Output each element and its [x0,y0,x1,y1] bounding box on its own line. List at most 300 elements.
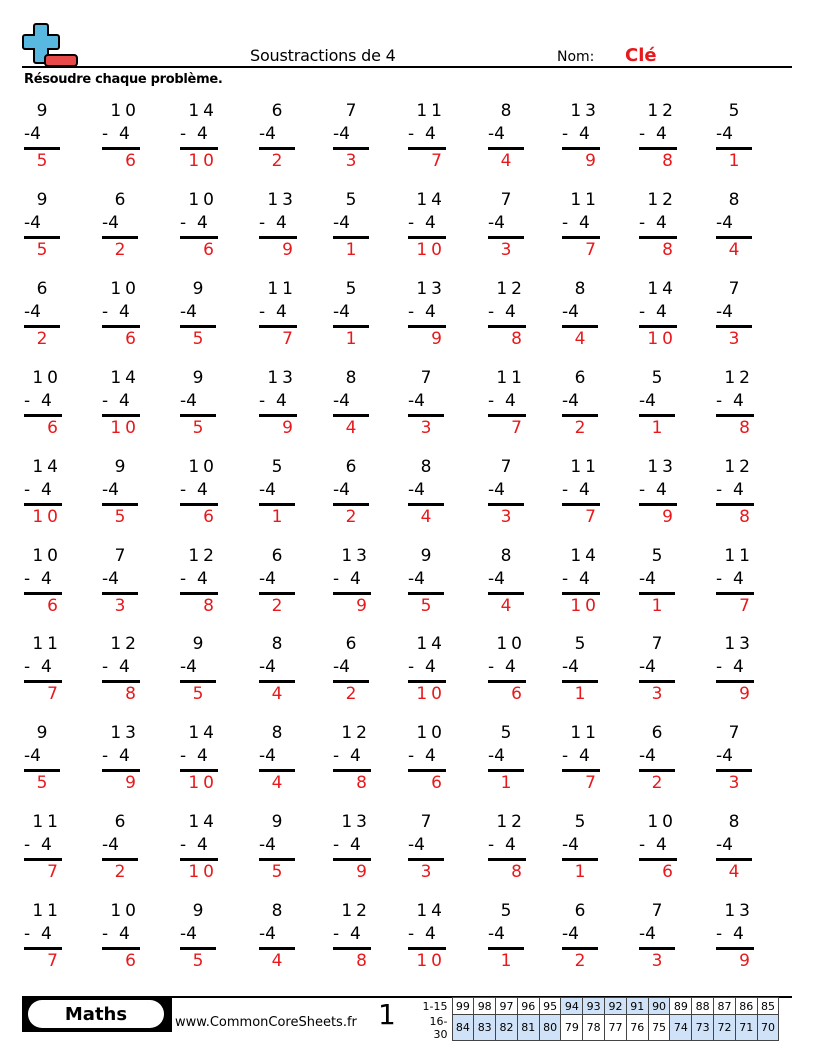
subtrahend: - 4 [639,302,667,322]
answer: 4 [345,418,357,438]
minuend: 12 [341,901,371,921]
answer: 3 [728,773,740,793]
answer: 8 [511,862,526,882]
subtrahend: -4 [562,924,579,944]
subtrahend: -4 [639,569,656,589]
minuend: 10 [188,190,218,210]
answer: 4 [728,240,740,260]
problem [333,722,371,795]
problem [102,456,138,529]
minuend: 12 [647,101,677,121]
answer: 10 [416,951,446,971]
subtrahend: -4 [408,835,425,855]
subtrahend: - 4 [180,569,208,589]
answer: 7 [585,773,600,793]
problem [259,545,295,618]
subtrahend: -4 [639,746,656,766]
minuend: 9 [36,101,48,121]
problem [488,633,526,706]
answer: 5 [36,240,48,260]
subtrahend: -4 [333,391,350,411]
answer: 2 [36,329,48,349]
problem [639,100,677,173]
answer: 8 [739,418,754,438]
problem [102,811,138,884]
score-cell: 98 [474,998,496,1015]
minuend: 9 [420,546,432,566]
problem [259,722,295,795]
answer: 7 [47,951,62,971]
minuend: 10 [110,279,140,299]
minuend: 10 [32,546,62,566]
minuend: 8 [420,457,432,477]
minuend: 11 [416,101,446,121]
minuend: 13 [341,812,371,832]
minuend: 12 [496,279,526,299]
score-cell: 70 [757,1015,779,1041]
answer: 6 [125,329,140,349]
minuend: 12 [496,812,526,832]
answer: 7 [47,862,62,882]
minuend: 7 [500,457,512,477]
answer: 1 [345,329,357,349]
answer: 9 [585,151,600,171]
answer: 9 [356,596,371,616]
minuend: 5 [345,190,357,210]
score-cell: 95 [539,998,561,1015]
problem [259,100,295,173]
problem [259,456,295,529]
problem [562,367,598,440]
subtrahend: -4 [639,924,656,944]
answer: 2 [271,151,283,171]
answer: 3 [345,151,357,171]
subtrahend: -4 [488,480,505,500]
subtrahend: -4 [333,480,350,500]
minuend: 5 [500,901,512,921]
minuend: 11 [32,901,62,921]
minuend: 10 [188,457,218,477]
subtrahend: - 4 [716,569,744,589]
problem [716,456,754,529]
minuend: 9 [36,190,48,210]
answer: 10 [647,329,677,349]
minuend: 11 [496,368,526,388]
minuend: 8 [728,812,740,832]
minuend: 14 [188,812,218,832]
problem [333,456,369,529]
problem [639,722,675,795]
answer: 7 [739,596,754,616]
minuend: 6 [271,101,283,121]
score-cell: 78 [583,1015,605,1041]
problem [102,100,140,173]
subtrahend: - 4 [333,569,361,589]
answer: 2 [651,773,663,793]
problem [488,456,524,529]
subtrahend: -4 [488,213,505,233]
minuend: 13 [724,634,754,654]
plus-minus-logo-icon [22,22,80,68]
minuend: 6 [271,546,283,566]
minuend: 8 [271,901,283,921]
minuend: 7 [420,368,432,388]
answer: 7 [585,507,600,527]
minuend: 10 [110,101,140,121]
minuend: 9 [192,634,204,654]
answer: 1 [728,151,740,171]
answer: 6 [662,862,677,882]
problem [180,100,218,173]
subtrahend: - 4 [180,213,208,233]
score-row-label: 1-15 [422,999,448,1013]
subtrahend: -4 [488,924,505,944]
subtrahend: -4 [259,124,276,144]
subtrahend: -4 [333,657,350,677]
subtrahend: - 4 [488,657,516,677]
problem [639,811,677,884]
score-cell: 91 [626,998,648,1015]
answer: 2 [574,951,586,971]
minuend: 5 [651,368,663,388]
answer: 9 [662,507,677,527]
minuend: 5 [271,457,283,477]
subtrahend: - 4 [24,835,52,855]
minuend: 7 [651,634,663,654]
answer: 10 [416,684,446,704]
score-cell: 81 [517,1015,539,1041]
problem [102,278,140,351]
subtrahend: -4 [488,124,505,144]
instructions: Résoudre chaque problème. [24,72,223,87]
subtrahend: - 4 [180,480,208,500]
website-link[interactable]: www.CommonCoreSheets.fr [175,1015,357,1030]
score-row [416,1015,779,1041]
minuend: 13 [110,723,140,743]
minuend: 12 [188,546,218,566]
subtrahend: -4 [639,657,656,677]
subtrahend: -4 [24,124,41,144]
answer: 4 [574,329,586,349]
subtrahend: -4 [562,657,579,677]
subtrahend: - 4 [259,213,287,233]
minuend: 5 [574,812,586,832]
minuend: 8 [728,190,740,210]
answer: 2 [114,862,126,882]
problem [24,811,62,884]
problem [333,811,371,884]
answer: 9 [282,418,297,438]
answer: 6 [47,596,62,616]
subtrahend: - 4 [333,924,361,944]
minuend: 10 [416,723,446,743]
problem [716,722,752,795]
problem [24,278,60,351]
subtrahend: - 4 [102,657,130,677]
answer: 9 [282,240,297,260]
problem [562,189,600,262]
subtrahend: -4 [716,746,733,766]
minuend: 7 [345,101,357,121]
minuend: 6 [114,190,126,210]
subtrahend: -4 [562,835,579,855]
minuend: 10 [110,901,140,921]
problem [408,456,444,529]
problem [408,278,446,351]
problem [180,456,218,529]
subtrahend: -4 [408,391,425,411]
problem [180,278,216,351]
score-cell: 92 [605,998,627,1015]
problem [180,633,216,706]
score-cell: 94 [561,998,583,1015]
subtrahend: -4 [259,480,276,500]
answer: 8 [739,507,754,527]
subtrahend: - 4 [716,391,744,411]
problem [333,545,371,618]
problem [488,278,526,351]
subtrahend: -4 [562,302,579,322]
minuend: 8 [345,368,357,388]
problem [716,811,752,884]
minuend: 13 [416,279,446,299]
problem [333,633,369,706]
answer: 2 [345,684,357,704]
minuend: 9 [36,723,48,743]
subtrahend: - 4 [408,213,436,233]
answer: 1 [651,596,663,616]
score-cell: 76 [626,1015,648,1041]
score-cell: 77 [605,1015,627,1041]
subtrahend: -4 [333,302,350,322]
score-cell: 89 [670,998,692,1015]
subtrahend: -4 [408,569,425,589]
problem [562,100,600,173]
answer: 1 [271,507,283,527]
subtrahend: - 4 [180,746,208,766]
problem [488,900,524,973]
problem [639,456,677,529]
answer: 5 [36,151,48,171]
subtrahend: - 4 [408,746,436,766]
minuend: 6 [114,812,126,832]
answer: 10 [110,418,140,438]
answer: 8 [203,596,218,616]
answer: 2 [271,596,283,616]
problem [180,189,218,262]
score-cell: 72 [714,1015,736,1041]
answer: 2 [574,418,586,438]
subtrahend: -4 [180,391,197,411]
subtrahend: -4 [639,391,656,411]
answer: 1 [500,773,512,793]
problem [562,545,600,618]
problem [333,189,369,262]
answer: 4 [271,951,283,971]
problem [562,633,598,706]
score-cell: 79 [561,1015,583,1041]
minuend: 12 [724,368,754,388]
problem [408,545,444,618]
answer: 8 [662,151,677,171]
subtrahend: - 4 [639,213,667,233]
subtrahend: -4 [716,835,733,855]
problem [639,545,675,618]
minuend: 8 [271,634,283,654]
problem [639,189,677,262]
answer: 9 [356,862,371,882]
problem [333,278,369,351]
minuend: 13 [341,546,371,566]
minuend: 9 [271,812,283,832]
subtrahend: - 4 [102,391,130,411]
minuend: 12 [110,634,140,654]
problem [24,100,60,173]
subtrahend: -4 [102,569,119,589]
answer: 4 [500,596,512,616]
subtrahend: - 4 [102,124,130,144]
score-cell: 74 [670,1015,692,1041]
minuend: 6 [345,457,357,477]
subtrahend: - 4 [102,924,130,944]
minuend: 6 [574,901,586,921]
minuend: 11 [267,279,297,299]
minuend: 5 [574,634,586,654]
subtrahend: - 4 [488,391,516,411]
logo [22,22,80,68]
problem [259,189,297,262]
minuend: 14 [647,279,677,299]
problem [102,633,140,706]
answer: 4 [420,507,432,527]
answer: 3 [728,329,740,349]
score-cell: 96 [517,998,539,1015]
score-row-label: 16-30 [429,1014,448,1041]
name-value: Clé [625,45,657,66]
minuend: 12 [724,457,754,477]
problem [408,811,444,884]
problem [488,545,524,618]
subtrahend: -4 [180,302,197,322]
minuend: 8 [500,546,512,566]
minuend: 14 [416,901,446,921]
subtrahend: - 4 [408,657,436,677]
subtrahend: -4 [24,213,41,233]
score-cell: 90 [648,998,670,1015]
answer: 8 [356,951,371,971]
subtrahend: - 4 [639,480,667,500]
subtrahend: -4 [408,480,425,500]
minuend: 13 [570,101,600,121]
problem [180,900,216,973]
minuend: 14 [32,457,62,477]
minuend: 14 [416,634,446,654]
score-cell: 88 [692,998,714,1015]
answer: 3 [114,596,126,616]
subtrahend: -4 [259,569,276,589]
minuend: 9 [192,901,204,921]
answer: 7 [431,151,446,171]
subtrahend: - 4 [408,302,436,322]
answer: 8 [125,684,140,704]
answer: 4 [271,773,283,793]
answer: 3 [651,951,663,971]
problem [408,100,446,173]
minuend: 8 [574,279,586,299]
answer: 10 [570,596,600,616]
score-cell: 97 [496,998,518,1015]
answer: 7 [282,329,297,349]
problem [639,633,675,706]
score-cell: 80 [539,1015,561,1041]
problem [716,100,752,173]
minuend: 10 [647,812,677,832]
minuend: 8 [271,723,283,743]
answer: 6 [125,951,140,971]
problem [180,722,218,795]
subtrahend: - 4 [562,213,590,233]
minuend: 13 [267,190,297,210]
minuend: 14 [570,546,600,566]
answer: 1 [574,862,586,882]
minuend: 12 [341,723,371,743]
subtrahend: -4 [259,835,276,855]
subtrahend: - 4 [24,391,52,411]
answer: 3 [651,684,663,704]
answer: 5 [36,773,48,793]
problem [180,545,218,618]
problem [102,367,140,440]
subtrahend: -4 [24,746,41,766]
answer: 10 [416,240,446,260]
answer: 2 [114,240,126,260]
problem [24,545,62,618]
problem [259,811,295,884]
minuend: 10 [496,634,526,654]
problem [408,189,446,262]
answer: 7 [585,240,600,260]
score-cell: 82 [496,1015,518,1041]
problem [24,189,60,262]
score-cell: 99 [452,998,474,1015]
subtrahend: - 4 [716,480,744,500]
subtrahend: -4 [102,835,119,855]
problem [562,811,598,884]
minuend: 11 [32,634,62,654]
answer: 6 [511,684,526,704]
answer: 1 [345,240,357,260]
answer: 8 [662,240,677,260]
subtrahend: - 4 [488,835,516,855]
problem [102,189,138,262]
answer: 4 [728,862,740,882]
minuend: 6 [574,368,586,388]
problem [333,900,371,973]
problem [488,722,524,795]
subtrahend: - 4 [639,835,667,855]
minuend: 8 [500,101,512,121]
problem [716,367,754,440]
problem [488,367,526,440]
answer: 8 [511,329,526,349]
subtrahend: -4 [259,924,276,944]
minuend: 11 [570,457,600,477]
answer: 5 [192,951,204,971]
answer: 7 [511,418,526,438]
answer: 6 [47,418,62,438]
minuend: 7 [420,812,432,832]
answer: 1 [574,684,586,704]
